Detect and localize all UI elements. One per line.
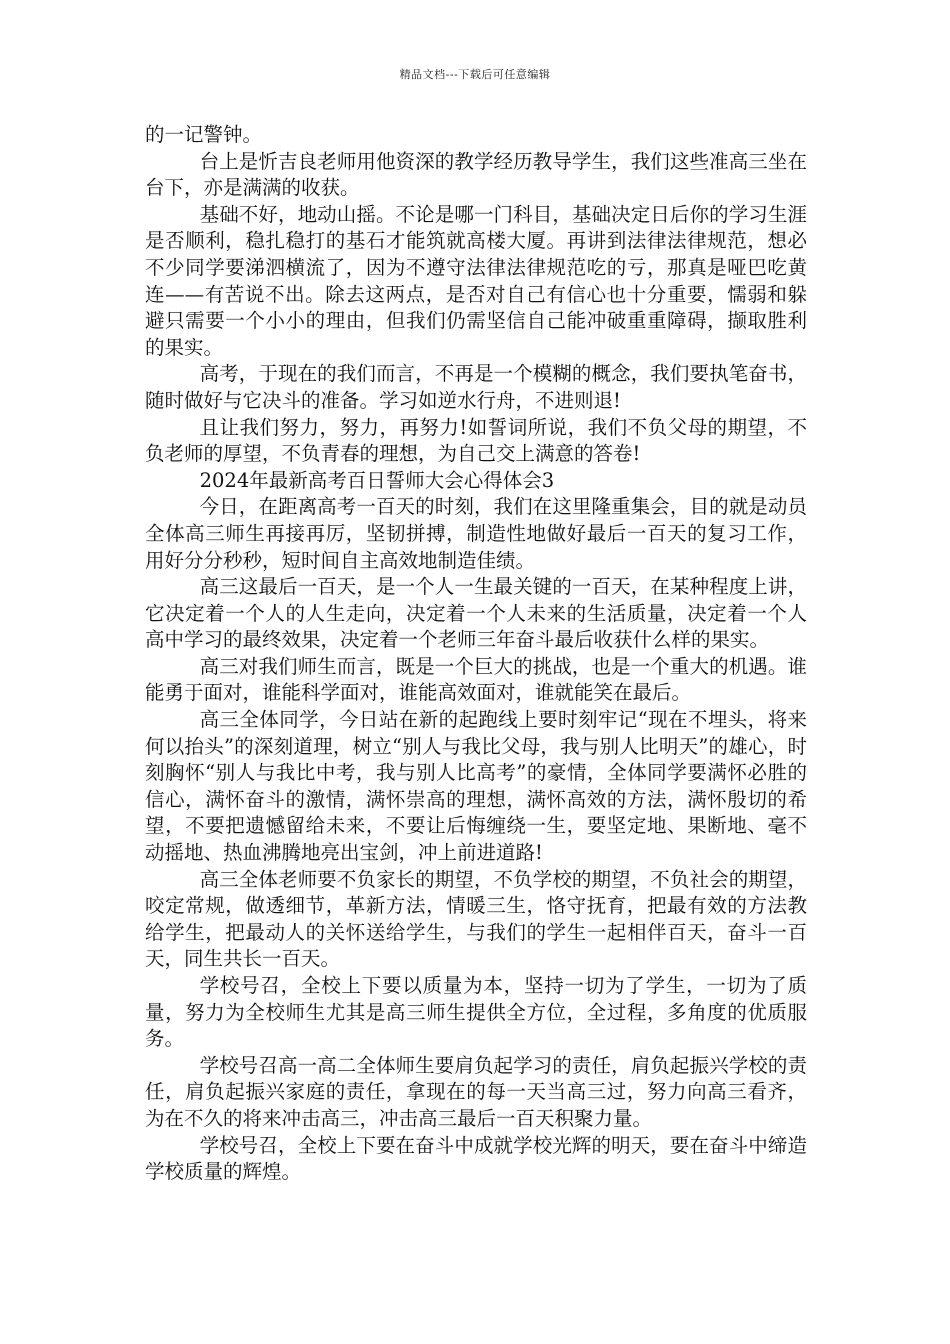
paragraph: 高三这最后一百天，是一个人一生最关键的一百天，在某种程度上讲，它决定着一个人的人生走向，决定着一个人未来的生活质量，决定着一个人高中学习的最终效果，决定着一个老师三年奋斗最后收获什么样的果实。 <box>145 575 807 652</box>
paragraph: 学校号召，全校上下要在奋斗中成就学校光辉的明天，要在奋斗中缔造学校质量的辉煌。 <box>145 1133 807 1184</box>
page-header: 精品文档---下载后可任意编辑 <box>399 68 551 81</box>
paragraph-continuation: 的一记警钟。 <box>145 123 263 146</box>
paragraph: 基础不好，地动山摇。不论是哪一门科目，基础决定日后你的学习生涯是否顺利，稳扎稳打的基石才能筑就高楼大厦。再讲到法律法律规范，想必不少同学要涕泗横流了，因为不遵守法律法律规范吃的亏，那真是哑巴吃黄连——有苦说不出。除去这两点，是否对自己有信心也十分重要，懦弱和躲避只需要一个小小的理由，但我们仍需坚信自己能冲破重重障碍，撷取胜利的果实。 <box>145 202 807 359</box>
paragraph: 高考，于现在的我们而言，不再是一个模糊的概念，我们要执笔奋书，随时做好与它决斗的准备。学习如逆水行舟，不进则退! <box>145 362 807 412</box>
document-body <box>145 122 807 1186</box>
paragraph: 且让我们努力，努力，再努力!如誓词所说，我们不负父母的期望，不负老师的厚望，不负青春的理想，为自己交上满意的答卷! <box>145 415 807 466</box>
paragraph: 学校号召高一高二全体师生要肩负起学习的责任，肩负起振兴学校的责任，肩负起振兴家庭的责任，拿现在的每一天当高三过，努力向高三看齐，为在不久的将来冲击高三，冲击高三最后一百天积聚力量。 <box>145 1053 807 1130</box>
paragraph: 今日，在距离高考一百天的时刻，我们在这里隆重集会，目的就是动员全体高三师生再接再厉，坚韧拼搏，制造性地做好最后一百天的复习工作，用好分分秒秒，短时间自主高效地制造佳绩。 <box>145 495 807 572</box>
paragraph: 台上是忻吉良老师用他资深的教学经历教导学生，我们这些准高三坐在台下，亦是满满的收获。 <box>145 149 807 200</box>
paragraph: 高三全体同学，今日站在新的起跑线上要时刻牢记“现在不埋头，将来何以抬头”的深刻道理，树立“别人与我比父母，我与别人比明天”的雄心，时刻胸怀“别人与我比中考，我与别人比高考”的豪情，全体同学要满怀必胜的信心，满怀奋斗的激情，满怀崇高的理想，满怀高效的方法，满怀殷切的希望，不要把遗憾留给未来，不要让后悔缠绕一生，要坚定地、果断地、毫不动摇地、热血沸腾地亮出宝剑，冲上前进道路! <box>145 708 807 865</box>
paragraph: 高三全体老师要不负家长的期望，不负学校的期望，不负社会的期望，咬定常规，做透细节，革新方法，情暖三生，恪守抚育，把最有效的方法教给学生，把最动人的关怀送给学生，与我们的学生一起相伴百天，奋斗一百天，同生共长一百天。 <box>145 867 807 971</box>
paragraph: 高三对我们师生而言，既是一个巨大的挑战，也是一个重大的机遇。谁能勇于面对，谁能科学面对，谁能高效面对，谁就能笑在最后。 <box>145 654 807 705</box>
section-heading: 2024年最新高考百日誓师大会心得体会3 <box>199 468 555 492</box>
paragraph: 学校号召，全校上下要以质量为本，坚持一切为了学生，一切为了质量，努力为全校师生尤其是高三师生提供全方位，全过程，多角度的优质服务。 <box>145 974 807 1051</box>
